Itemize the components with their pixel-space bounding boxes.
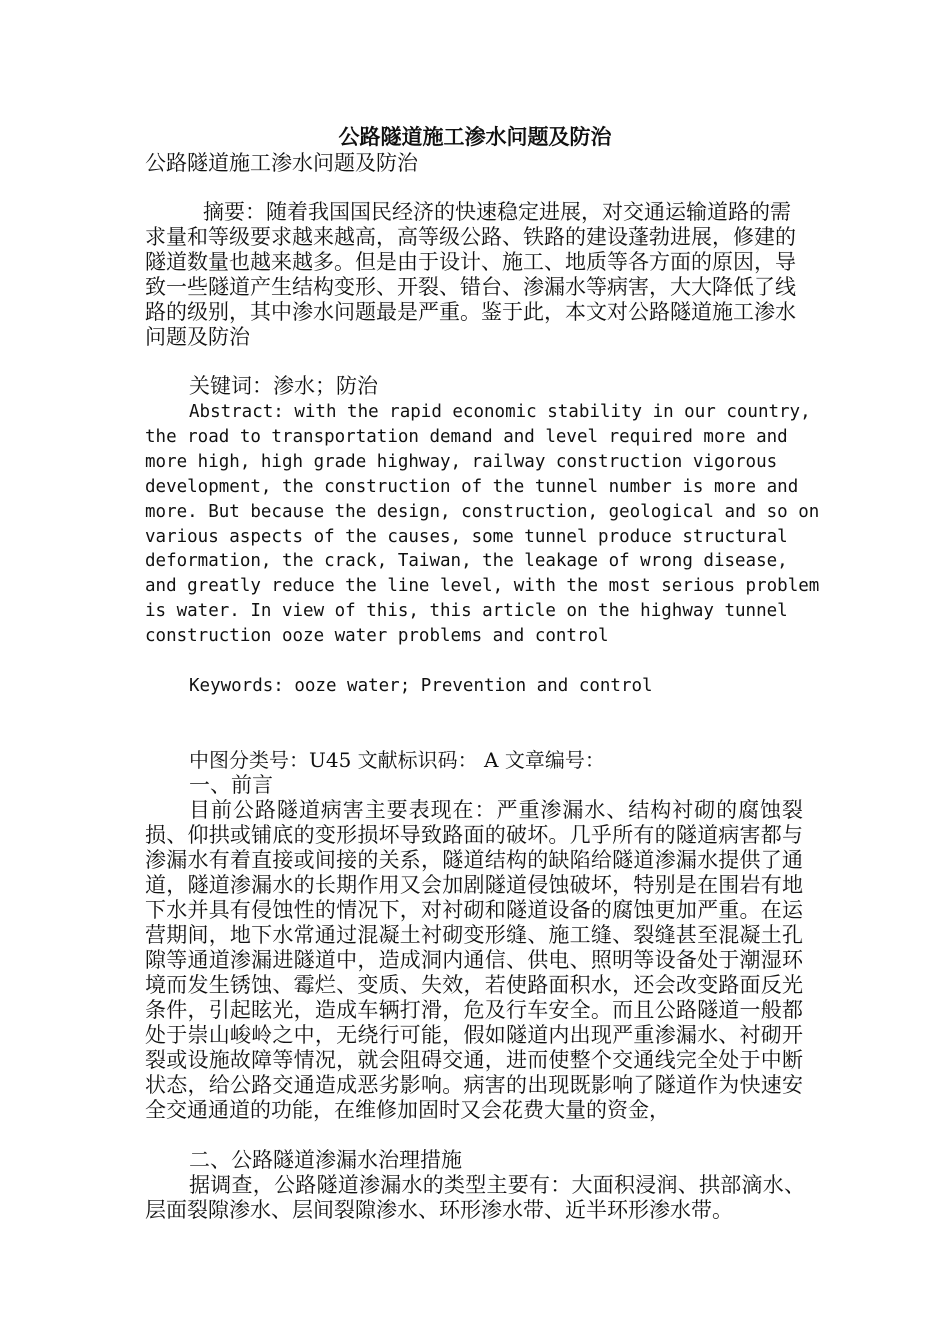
keywords-chinese: 关键词：渗水；防治 xyxy=(189,374,378,398)
classification-line: 中图分类号：U45 文献标识码： A 文章编号： xyxy=(189,748,605,772)
section-body-introduction: 目前公路隧道病害主要表现在：严重渗漏水、结构衬砌的腐蚀裂损、仰拱或铺底的变形损坏导致路面的破坏。几乎所有的隧道病害都与渗漏水有着直接或间接的关系，隧道结构的缺陷给隧道渗漏水提供了通道，隧道渗漏水的长期作用又会加剧隧道侵蚀破坏，特别是在围岩有地下水并具有侵蚀性的情况下，对衬砌和隧道设备的腐蚀更加严重。在运营期间，地下水常通过混凝土衬砌变形缝、施工缝、裂缝甚至混凝土孔隙等通道渗漏进隧道中，造成洞内通信、供电、照明等设备处于潮湿环境而发生锈蚀、霉烂、变质、失效，若使路面积水，还会改变路面反光条件，引起眩光，造成车辆打滑，危及行车安全。而且公路隧道一般都处于崇山峻岭之中，无绕行可能，假如隧道内出现严重渗漏水、衬砌开裂或设施故障等情况，就会阻碍交通，进而使整个交通线完全处于中断状态，给公路交通造成恶劣影响。病害的出现既影响了隧道作为快速安全交通通道的功能，在维修加固时又会花费大量的资金， xyxy=(145,798,803,1122)
document-subtitle: 公路隧道施工渗水问题及防治 xyxy=(145,151,418,175)
abstract-chinese: 摘要：随着我国国民经济的快速稳定进展，对交通运输道路的需求量和等级要求越来越高，高等级公路、铁路的建设蓬勃进展，修建的隧道数量也越来越多。但是由于设计、施工、地质等各方面的原因，导致一些隧道产生结构变形、开裂、错台、渗漏水等病害，大大降低了线路的级别，其中渗水问题最是严重。鉴于此，本文对公路隧道施工渗水问题及防治 xyxy=(145,200,796,349)
document-title: 公路隧道施工渗水问题及防治 xyxy=(338,124,612,149)
section-body-treatment-measures: 据调查，公路隧道渗漏水的类型主要有：大面积浸润、拱部滴水、层面裂隙渗水、层间裂隙渗水、环形渗水带、近半环形渗水带。 xyxy=(145,1173,805,1222)
section-heading-introduction: 一、前言 xyxy=(189,773,273,797)
keywords-english: Keywords: ooze water; Prevention and control xyxy=(189,676,653,696)
abstract-english: Abstract: with the rapid economic stability in our country, the road to transportation demand and level required more and more high, high grade highway, railway construction vigorous development, the construction of the tunnel number is more and more. But because the design, construction, geological and so on various aspects of the causes, some tunnel produce structural deformation, the crack, Taiwan, the leakage of wrong disease, and greatly reduce the line level, with the most serious problem is water. In view of this, this article on the highway tunnel construction ooze water problems and control xyxy=(145,402,820,647)
section-heading-treatment-measures: 二、公路隧道渗漏水治理措施 xyxy=(189,1148,462,1172)
